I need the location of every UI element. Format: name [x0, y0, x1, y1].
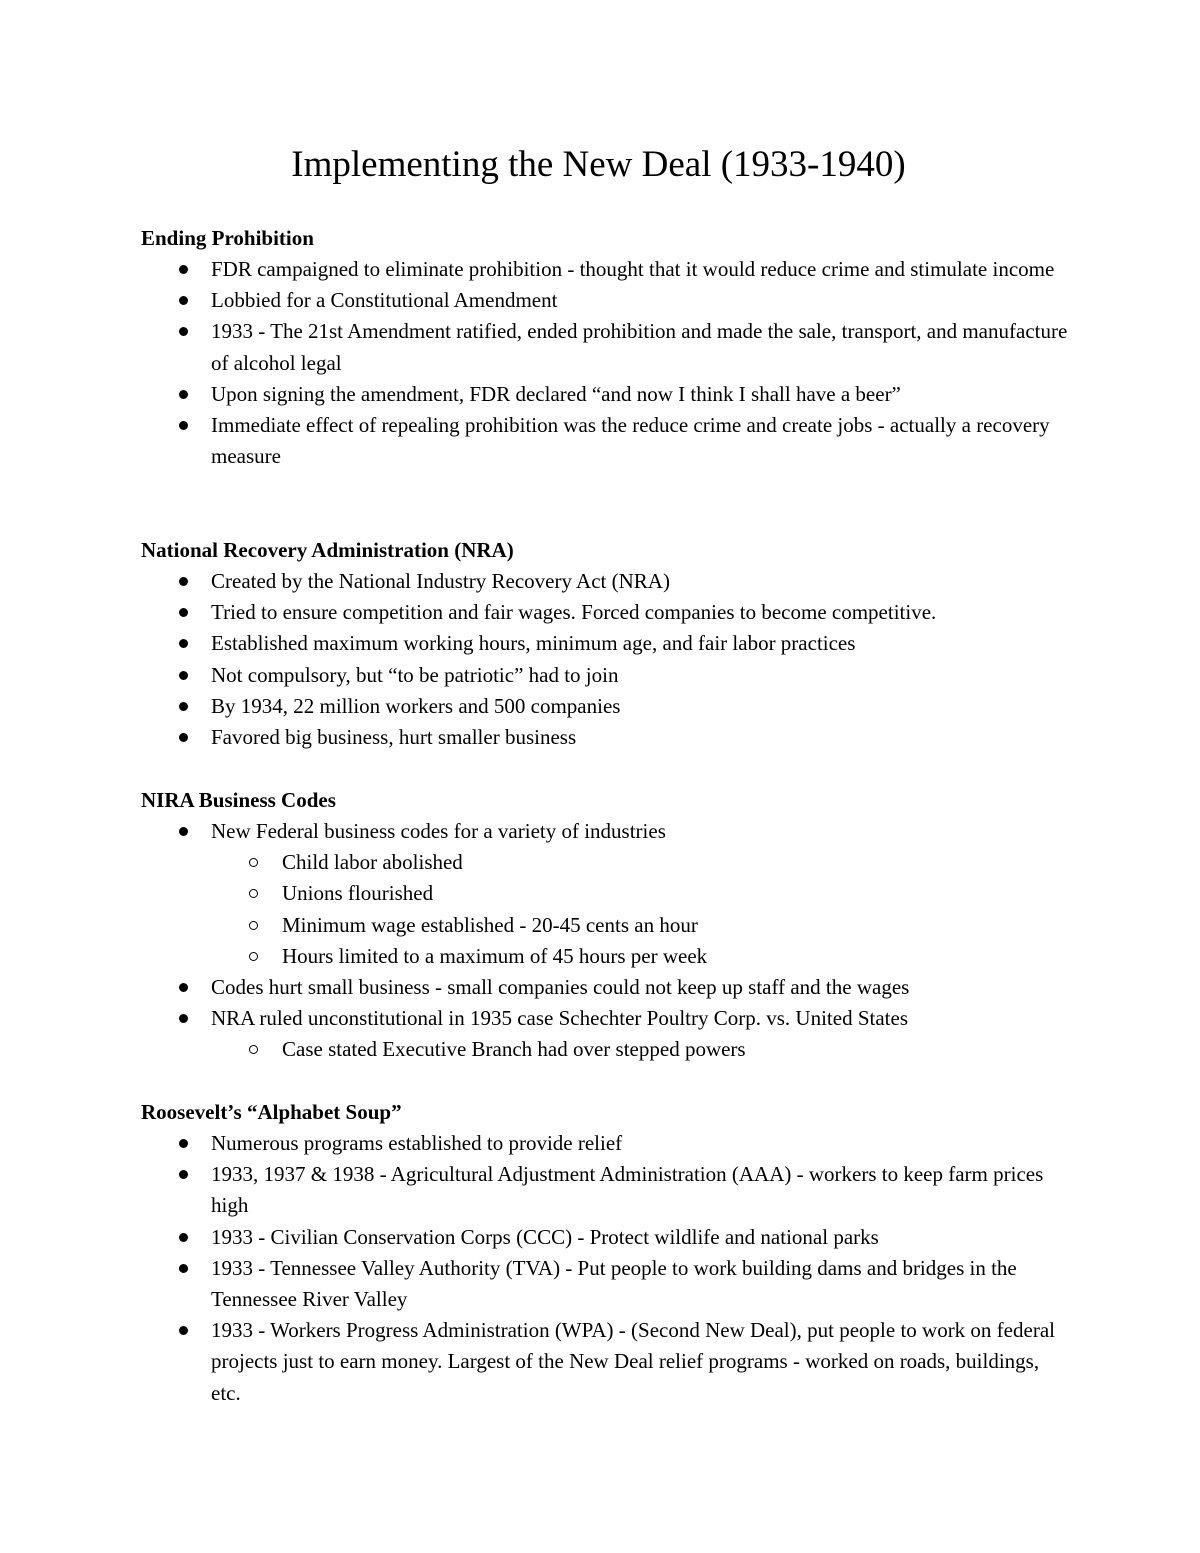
- bullet-icon: [179, 1326, 188, 1335]
- hollow-bullet-icon: [249, 1045, 258, 1054]
- sub-bullet-list: [141, 1034, 1071, 1065]
- bullet-icon: [179, 1139, 188, 1148]
- bullet-icon: [179, 577, 188, 586]
- bullet-icon: [179, 733, 188, 742]
- bullet-icon: [179, 639, 188, 648]
- section-heading: Roosevelt’s “Alphabet Soup”: [141, 1100, 402, 1124]
- section-ending-prohibition: [141, 223, 1071, 472]
- bullet-icon: [179, 608, 188, 617]
- sub-list-item: Minimum wage established - 20-45 cents an hour: [141, 910, 1071, 941]
- sub-list-item: Case stated Executive Branch had over stepped powers: [141, 1034, 1071, 1065]
- sub-list-item: Hours limited to a maximum of 45 hours per week: [141, 941, 1071, 972]
- list-item: 1933, 1937 & 1938 - Agricultural Adjustment Administration (AAA) - workers to keep farm prices high: [141, 1159, 1071, 1221]
- list-item: Tried to ensure competition and fair wages. Forced companies to become competitive.: [141, 597, 1071, 628]
- bullet-icon: [179, 983, 188, 992]
- list-item: NRA ruled unconstitutional in 1935 case Schechter Poultry Corp. vs. United States: [141, 1003, 1071, 1034]
- bullet-icon: [179, 390, 188, 399]
- bullet-icon: [179, 1264, 188, 1273]
- list-item: FDR campaigned to eliminate prohibition - thought that it would reduce crime and stimulate income: [141, 254, 1071, 285]
- bullet-list: [141, 254, 1071, 472]
- bullet-list: [141, 972, 1071, 1034]
- section-nra: [141, 535, 1071, 753]
- hollow-bullet-icon: [249, 858, 258, 867]
- list-item: Numerous programs established to provide relief: [141, 1128, 1071, 1159]
- bullet-icon: [179, 1233, 188, 1242]
- list-item: Favored big business, hurt smaller business: [141, 722, 1071, 753]
- bullet-icon: [179, 265, 188, 274]
- bullet-icon: [179, 702, 188, 711]
- list-item: Codes hurt small business - small companies could not keep up staff and the wages: [141, 972, 1071, 1003]
- list-item: 1933 - The 21st Amendment ratified, ended prohibition and made the sale, transport, and manufacture of alcohol legal: [141, 316, 1071, 378]
- sub-list-item: Unions flourished: [141, 878, 1071, 909]
- bullet-list: [141, 566, 1071, 753]
- list-item: Established maximum working hours, minimum age, and fair labor practices: [141, 628, 1071, 659]
- section-heading: National Recovery Administration (NRA): [141, 538, 514, 562]
- bullet-list: [141, 1128, 1071, 1409]
- hollow-bullet-icon: [249, 889, 258, 898]
- bullet-list: [141, 816, 1071, 847]
- bullet-icon: [179, 1014, 188, 1023]
- list-item: Not compulsory, but “to be patriotic” had to join: [141, 660, 1071, 691]
- section-alphabet-soup: [141, 1097, 1071, 1409]
- bullet-icon: [179, 671, 188, 680]
- list-item: Immediate effect of repealing prohibition was the reduce crime and create jobs - actually a recovery measure: [141, 410, 1071, 472]
- section-nira-business-codes: [141, 785, 1071, 1066]
- list-item: 1933 - Tennessee Valley Authority (TVA) - Put people to work building dams and bridges in the Tennessee River Valley: [141, 1253, 1071, 1315]
- hollow-bullet-icon: [249, 921, 258, 930]
- list-item: 1933 - Civilian Conservation Corps (CCC) - Protect wildlife and national parks: [141, 1222, 1071, 1253]
- bullet-icon: [179, 296, 188, 305]
- list-item: Created by the National Industry Recovery Act (NRA): [141, 566, 1071, 597]
- list-item: 1933 - Workers Progress Administration (WPA) - (Second New Deal), put people to work on federal projects just to earn money. Largest of the New Deal relief programs - worked on roads, buildings, etc.: [141, 1315, 1071, 1409]
- bullet-icon: [179, 421, 188, 430]
- document-title: Implementing the New Deal (1933-1940): [291, 144, 906, 185]
- sub-list-item: Child labor abolished: [141, 847, 1071, 878]
- hollow-bullet-icon: [249, 952, 258, 961]
- bullet-icon: [179, 1170, 188, 1179]
- section-heading: NIRA Business Codes: [141, 788, 336, 812]
- list-item: Upon signing the amendment, FDR declared “and now I think I shall have a beer”: [141, 379, 1071, 410]
- bullet-icon: [179, 327, 188, 336]
- list-item: By 1934, 22 million workers and 500 companies: [141, 691, 1071, 722]
- list-item: New Federal business codes for a variety of industries: [141, 816, 1071, 847]
- section-heading: Ending Prohibition: [141, 226, 314, 250]
- sub-bullet-list: [141, 847, 1071, 972]
- bullet-icon: [179, 827, 188, 836]
- list-item: Lobbied for a Constitutional Amendment: [141, 285, 1071, 316]
